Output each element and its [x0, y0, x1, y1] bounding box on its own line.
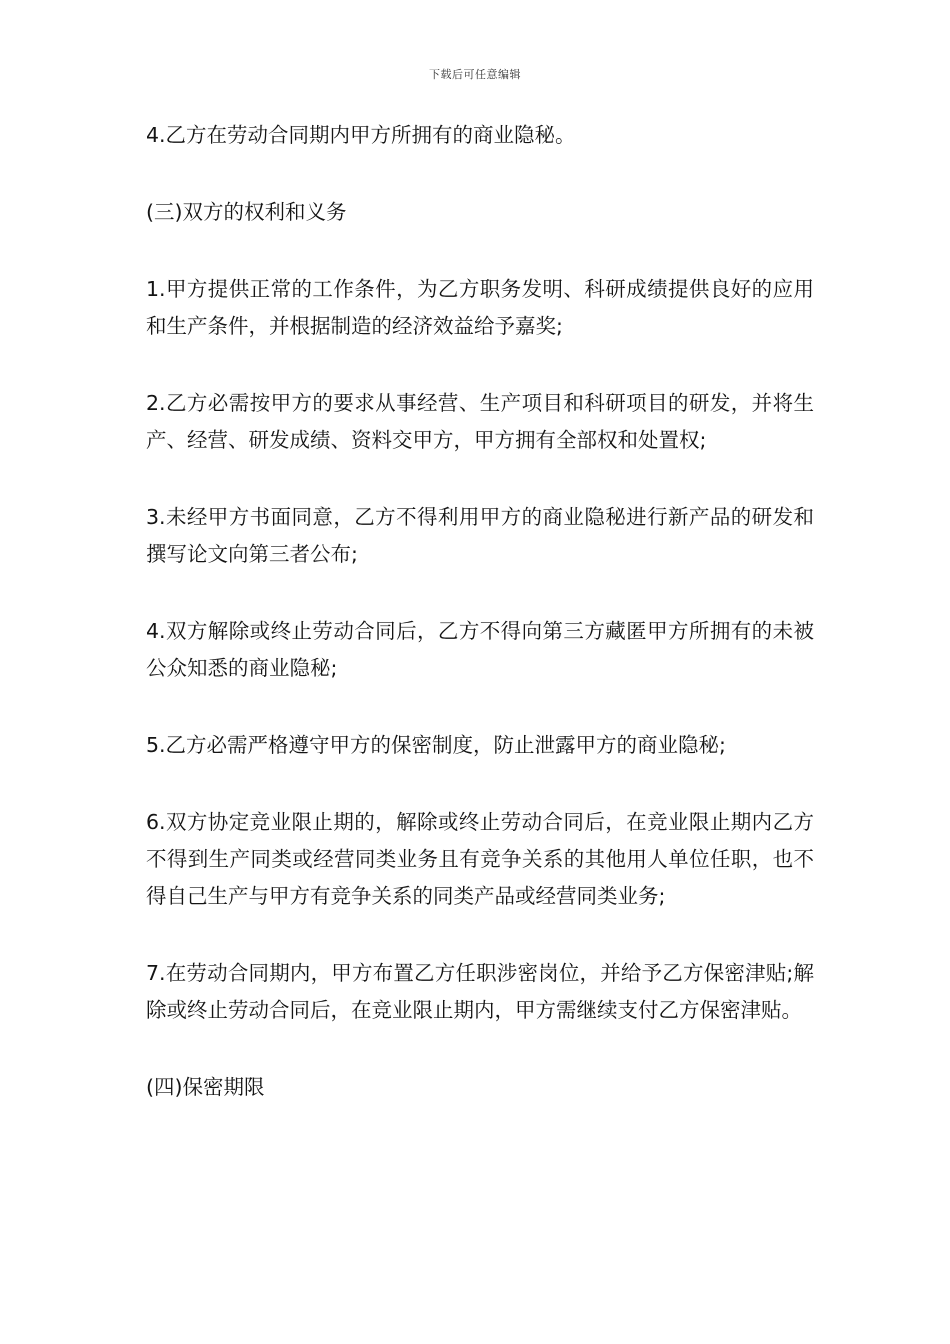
- paragraph-rights-item-5: 5.乙方必需严格遵守甲方的保密制度，防止泄露甲方的商业隐秘;: [146, 733, 726, 757]
- section-heading-confidentiality-period: (四)保密期限: [146, 1075, 265, 1099]
- paragraph-rights-item-7: 7.在劳动合同期内，甲方布置乙方任职涉密岗位，并给予乙方保密津贴;解除或终止劳动合同后，在竞业限止期内，甲方需继续支付乙方保密津贴。: [146, 961, 814, 1022]
- paragraph-rights-item-4: 4.双方解除或终止劳动合同后，乙方不得向第三方藏匿甲方所拥有的未被公众知悉的商业隐秘;: [146, 619, 814, 680]
- paragraph-rights-item-6: 6.双方协定竞业限止期的，解除或终止劳动合同后，在竞业限止期内乙方不得到生产同类或经营同类业务且有竞争关系的其他用人单位任职，也不得自己生产与甲方有竞争关系的同类产品或经营同类业务;: [146, 810, 814, 908]
- paragraph-trade-secret-item-4: 4.乙方在劳动合同期内甲方所拥有的商业隐秘。: [146, 123, 576, 147]
- paragraph-rights-item-2: 2.乙方必需按甲方的要求从事经营、生产项目和科研项目的研发，并将生产、经营、研发成绩、资料交甲方，甲方拥有全部权和处置权;: [146, 391, 814, 452]
- header-note: 下载后可任意编辑: [429, 68, 521, 81]
- paragraph-rights-item-3: 3.未经甲方书面同意，乙方不得利用甲方的商业隐秘进行新产品的研发和撰写论文向第三者公布;: [146, 505, 814, 566]
- paragraph-rights-item-1: 1.甲方提供正常的工作条件，为乙方职务发明、科研成绩提供良好的应用和生产条件，并根据制造的经济效益给予嘉奖;: [146, 277, 814, 338]
- section-heading-rights-obligations: (三)双方的权利和义务: [146, 200, 347, 224]
- document-body: [146, 117, 814, 1146]
